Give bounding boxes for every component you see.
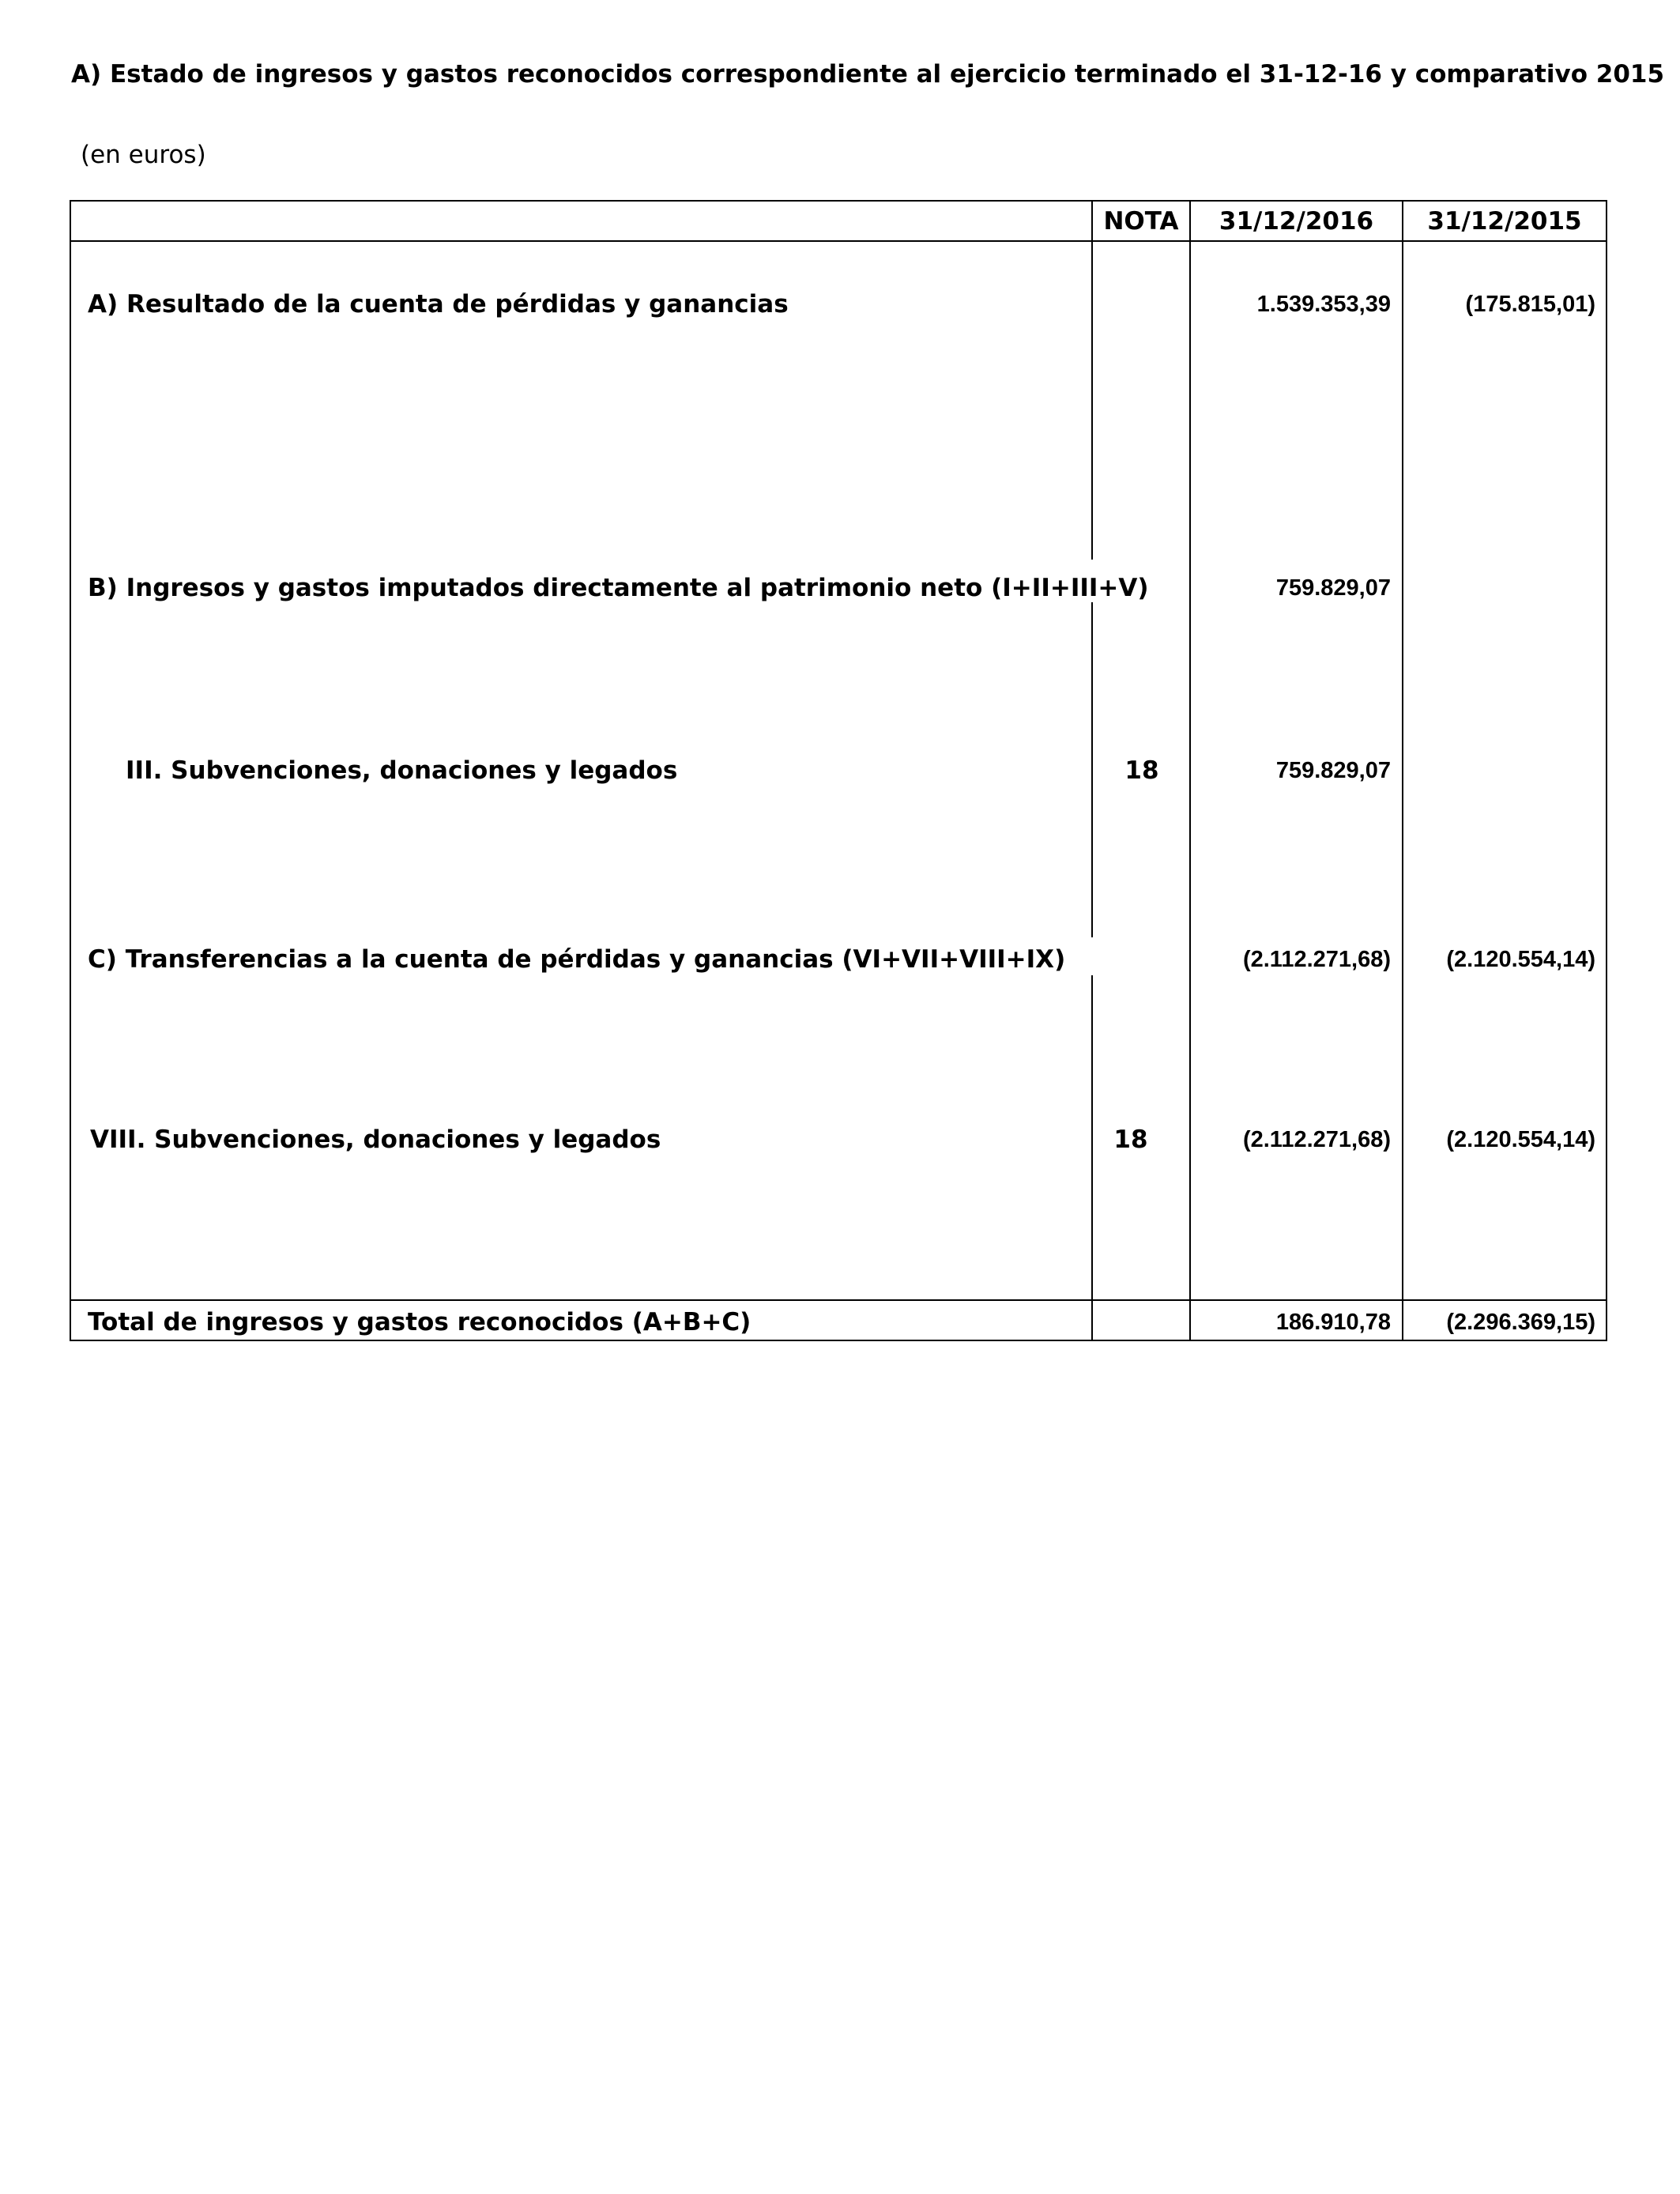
row-value-2016: 759.829,07 bbox=[1275, 575, 1391, 601]
total-value-2015: (2.296.369,15) bbox=[1446, 1310, 1595, 1335]
header-nota: NOTA bbox=[1103, 207, 1179, 236]
row-label: C) Transferencias a la cuenta de pérdidas y ganancias (VI+VII+VIII+IX) bbox=[88, 945, 1066, 974]
total-label: Total de ingresos y gastos reconocidos (A+B+C) bbox=[88, 1308, 751, 1336]
document-title: A) Estado de ingresos y gastos reconocidos correspondiente al ejercicio terminado el 31-12-16 y comparativo 2015 bbox=[71, 60, 1665, 89]
row-nota: 18 bbox=[1124, 756, 1159, 785]
header-year-2016: 31/12/2016 bbox=[1219, 207, 1374, 236]
row-label: III. Subvenciones, donaciones y legados bbox=[126, 756, 678, 785]
row-value-2016: (2.112.271,68) bbox=[1242, 1127, 1391, 1152]
row-value-2015: (175.815,01) bbox=[1465, 292, 1595, 317]
row-value-2016: 1.539.353,39 bbox=[1256, 292, 1391, 317]
header-year-2015: 31/12/2015 bbox=[1427, 207, 1582, 236]
row-value-2016: 759.829,07 bbox=[1275, 758, 1391, 783]
row-value-2015: (2.120.554,14) bbox=[1446, 1127, 1595, 1152]
row-label: VIII. Subvenciones, donaciones y legados bbox=[90, 1125, 661, 1154]
unit-note: (en euros) bbox=[81, 141, 206, 169]
row-label: B) Ingresos y gastos imputados directamente al patrimonio neto (I+II+III+V) bbox=[88, 574, 1149, 602]
row-label: A) Resultado de la cuenta de pérdidas y ganancias bbox=[88, 290, 789, 319]
total-value-2016: 186.910,78 bbox=[1275, 1310, 1391, 1335]
row-value-2016: (2.112.271,68) bbox=[1242, 947, 1391, 972]
row-value-2015: (2.120.554,14) bbox=[1446, 947, 1595, 972]
row-nota: 18 bbox=[1113, 1125, 1148, 1154]
